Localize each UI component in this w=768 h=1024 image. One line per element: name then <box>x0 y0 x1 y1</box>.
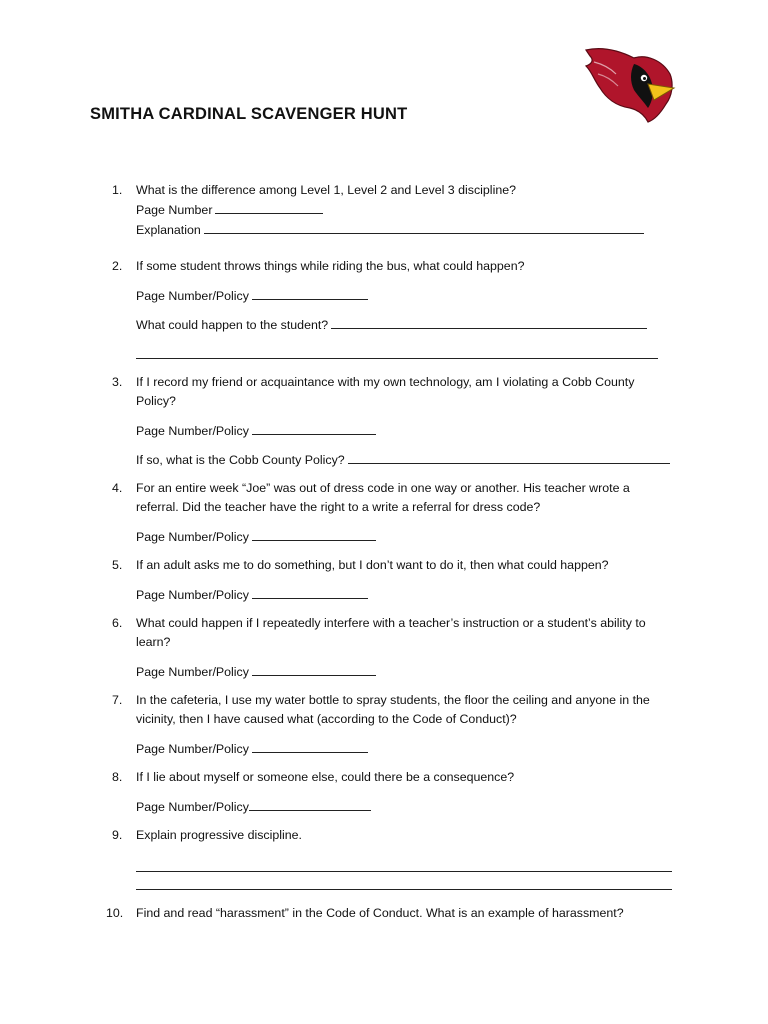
question-text: If I record my friend or acquaintance with my own technology, am I violating a Cobb County <box>136 375 635 389</box>
answer-line[interactable] <box>136 871 672 872</box>
question-2 <box>112 257 682 276</box>
question-10 <box>106 904 682 923</box>
question-text: Find and read “harassment” in the Code of Conduct. What is an example of harassment? <box>136 906 624 920</box>
question-1 <box>112 181 682 240</box>
page-policy-field[interactable]: Page Number/Policy <box>136 797 371 817</box>
page-policy-blank[interactable] <box>252 739 368 753</box>
page-title: SMITHA CARDINAL SCAVENGER HUNT <box>90 105 408 123</box>
explanation-blank[interactable] <box>204 220 644 234</box>
question-number: 1. <box>112 183 123 197</box>
page-policy-field[interactable]: Page Number/Policy <box>136 662 376 682</box>
page-policy-field[interactable]: Page Number/Policy <box>136 739 368 759</box>
question-number: 9. <box>112 828 123 842</box>
question-text: If some student throws things while riding the bus, what could happen? <box>136 259 525 273</box>
explanation-field[interactable]: Explanation <box>136 220 682 240</box>
page-policy-blank[interactable] <box>252 662 376 676</box>
cardinal-head-icon <box>582 44 678 124</box>
page-policy-field[interactable]: Page Number/Policy <box>136 421 376 441</box>
page-policy-blank[interactable] <box>252 527 376 541</box>
question-number: 2. <box>112 259 123 273</box>
follow-up-field[interactable]: What could happen to the student? <box>136 315 647 335</box>
question-number: 10. <box>106 906 124 920</box>
question-3 <box>112 373 682 411</box>
question-8 <box>112 768 682 787</box>
follow-up-blank[interactable] <box>331 315 647 329</box>
cardinal-logo <box>582 44 678 124</box>
question-9 <box>112 826 682 845</box>
page-number-blank[interactable] <box>215 200 323 214</box>
question-6 <box>112 614 682 652</box>
question-text: In the cafeteria, I use my water bottle to spray students, the floor the ceiling and anyone in the <box>136 693 650 707</box>
page-policy-blank[interactable] <box>252 585 368 599</box>
question-text: What is the difference among Level 1, Level 2 and Level 3 discipline? <box>136 183 516 197</box>
question-number: 4. <box>112 481 123 495</box>
question-number: 6. <box>112 616 123 630</box>
answer-line[interactable] <box>136 889 672 890</box>
question-text: vicinity, then I have caused what (according to the Code of Conduct)? <box>136 712 517 726</box>
question-number: 7. <box>112 693 123 707</box>
page-policy-blank[interactable] <box>249 797 371 811</box>
question-5 <box>112 556 682 575</box>
page-policy-field[interactable]: Page Number/Policy <box>136 286 368 306</box>
question-text: If an adult asks me to do something, but I don’t want to do it, then what could happen? <box>136 558 609 572</box>
question-text: learn? <box>136 635 171 649</box>
page-policy-blank[interactable] <box>252 421 376 435</box>
question-text: Policy? <box>136 394 176 408</box>
question-number: 5. <box>112 558 123 572</box>
page-policy-field[interactable]: Page Number/Policy <box>136 585 368 605</box>
question-7 <box>112 691 682 729</box>
question-text: referral. Did the teacher have the right to a write a referral for dress code? <box>136 500 541 514</box>
question-4 <box>112 479 682 517</box>
follow-up-field[interactable]: If so, what is the Cobb County Policy? <box>136 450 670 470</box>
page-policy-field[interactable]: Page Number/Policy <box>136 527 376 547</box>
follow-up-blank[interactable] <box>348 450 670 464</box>
question-number: 8. <box>112 770 123 784</box>
answer-line[interactable] <box>136 358 658 359</box>
question-number: 3. <box>112 375 123 389</box>
page-policy-blank[interactable] <box>252 286 368 300</box>
page-number-field[interactable]: Page Number <box>136 200 682 220</box>
question-text: For an entire week “Joe” was out of dress code in one way or another. His teacher wrote a <box>136 481 630 495</box>
question-text: Explain progressive discipline. <box>136 828 302 842</box>
question-text: What could happen if I repeatedly interfere with a teacher’s instruction or a student’s ability to <box>136 616 646 630</box>
question-text: If I lie about myself or someone else, could there be a consequence? <box>136 770 515 784</box>
